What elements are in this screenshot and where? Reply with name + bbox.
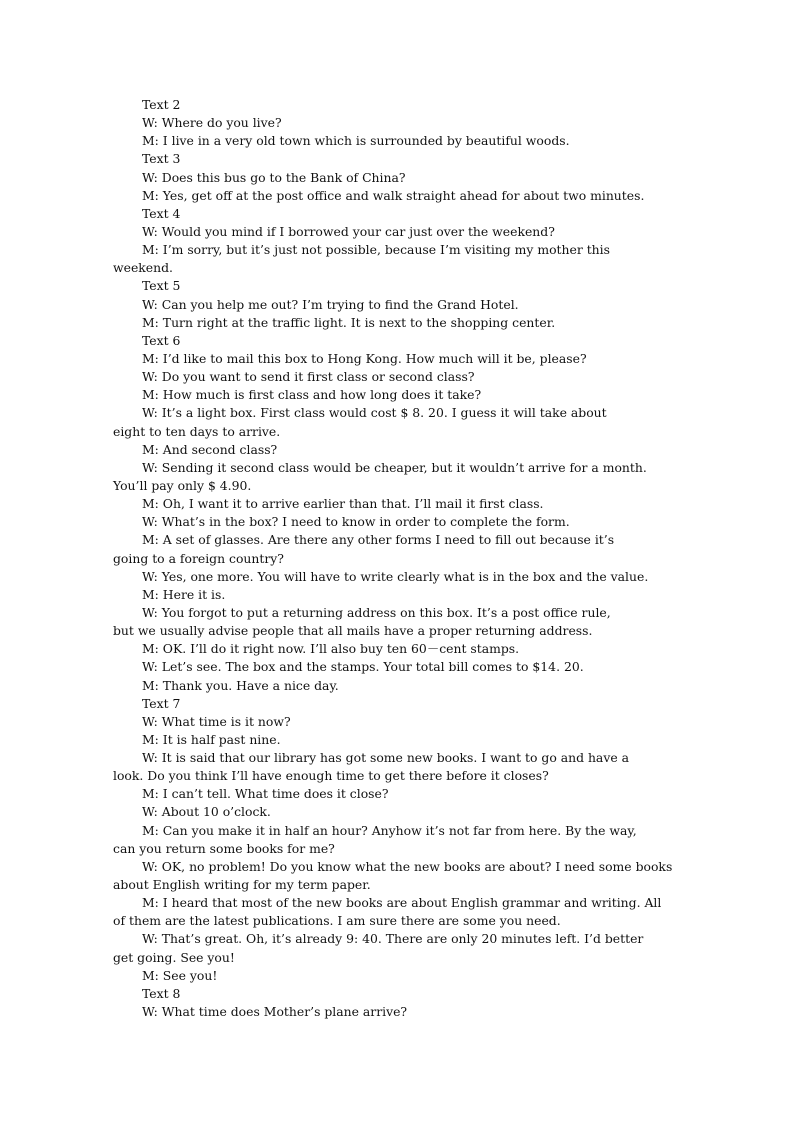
section-heading: Text 3 — [142, 151, 181, 167]
speaker-w-line: W: Yes, one more. You will have to write clearly what is in the box and the value. — [142, 568, 649, 584]
section-heading: Text 8 — [142, 985, 181, 1001]
continuation-line: eight to ten days to arrive. — [113, 423, 281, 439]
speaker-w-line: W: Where do you live? — [142, 115, 282, 131]
speaker-m-line: M: Can you make it in half an hour? Anyhow it’s not far from here. By the way, — [142, 822, 637, 838]
continuation-line: get going. See you! — [113, 949, 235, 965]
speaker-w-line: W: About 10 o’clock. — [142, 804, 271, 820]
transcript-body — [113, 96, 682, 1021]
speaker-m-line: M: I heard that most of the new books are about English grammar and writing. All — [142, 895, 662, 911]
section-heading: Text 6 — [142, 332, 181, 348]
speaker-m-line: M: Thank you. Have a nice day. — [142, 677, 339, 693]
speaker-w-line: W: Let’s see. The box and the stamps. Your total bill comes to $14. 20. — [142, 659, 584, 675]
speaker-w-line: W: What time is it now? — [142, 713, 291, 729]
continuation-line: but we usually advise people that all mails have a proper returning address. — [113, 623, 593, 639]
speaker-m-line: M: I can’t tell. What time does it close? — [142, 786, 389, 802]
speaker-m-line: M: I live in a very old town which is surrounded by beautiful woods. — [142, 133, 570, 149]
speaker-w-line: W: What’s in the box? I need to know in order to complete the form. — [142, 514, 570, 530]
section-heading: Text 2 — [142, 97, 181, 112]
section-heading: Text 4 — [142, 205, 181, 221]
continuation-line: weekend. — [113, 260, 173, 276]
continuation-line: look. Do you think I’ll have enough time to get there before it closes? — [113, 768, 549, 784]
speaker-m-line: M: Here it is. — [142, 586, 226, 602]
continuation-line: going to a foreign country? — [113, 550, 284, 566]
speaker-m-line: M: See you! — [142, 967, 218, 983]
continuation-line: of them are the latest publications. I am sure there are some you need. — [113, 913, 561, 929]
continuation-line: You’ll pay only $ 4.90. — [113, 477, 252, 493]
speaker-m-line: M: Oh, I want it to arrive earlier than that. I’ll mail it first class. — [142, 496, 544, 512]
speaker-w-line: W: Do you want to send it first class or second class? — [142, 369, 475, 385]
speaker-w-line: W: OK, no problem! Do you know what the new books are about? I need some books — [142, 858, 673, 874]
speaker-m-line: M: How much is first class and how long does it take? — [142, 387, 482, 403]
speaker-m-line: M: It is half past nine. — [142, 731, 281, 747]
speaker-w-line: W: Can you help me out? I’m trying to find the Grand Hotel. — [142, 296, 519, 312]
speaker-w-line: W: Does this bus go to the Bank of China? — [142, 169, 406, 185]
section-heading: Text 7 — [142, 695, 181, 711]
speaker-w-line: W: That’s great. Oh, it’s already 9: 40. There are only 20 minutes left. I’d better — [142, 931, 644, 947]
speaker-m-line: M: And second class? — [142, 441, 278, 457]
speaker-w-line: W: What time does Mother’s plane arrive? — [142, 1004, 408, 1020]
speaker-w-line: W: It’s a light box. First class would cost $ 8. 20. I guess it will take about — [142, 405, 607, 421]
speaker-m-line: M: A set of glasses. Are there any other forms I need to fill out because it’s — [142, 532, 615, 548]
speaker-m-line: M: OK. I’ll do it right now. I’ll also buy ten 60－cent stamps. — [142, 641, 520, 657]
continuation-line: can you return some books for me? — [113, 840, 335, 856]
speaker-m-line: M: Turn right at the traffic light. It is next to the shopping center. — [142, 314, 556, 330]
speaker-m-line: M: I’m sorry, but it’s just not possible, because I’m visiting my mother this — [142, 242, 610, 258]
speaker-m-line: M: I’d like to mail this box to Hong Kong. How much will it be, please? — [142, 350, 587, 366]
speaker-w-line: W: It is said that our library has got some new books. I want to go and have a — [142, 750, 629, 766]
speaker-w-line: W: Would you mind if I borrowed your car just over the weekend? — [142, 223, 555, 239]
section-heading: Text 5 — [142, 278, 181, 294]
speaker-w-line: W: You forgot to put a returning address on this box. It’s a post office rule, — [142, 604, 611, 620]
continuation-line: about English writing for my term paper. — [113, 877, 371, 893]
speaker-w-line: W: Sending it second class would be cheaper, but it wouldn’t arrive for a month. — [142, 459, 647, 475]
speaker-m-line: M: Yes, get off at the post office and walk straight ahead for about two minutes. — [142, 187, 645, 203]
